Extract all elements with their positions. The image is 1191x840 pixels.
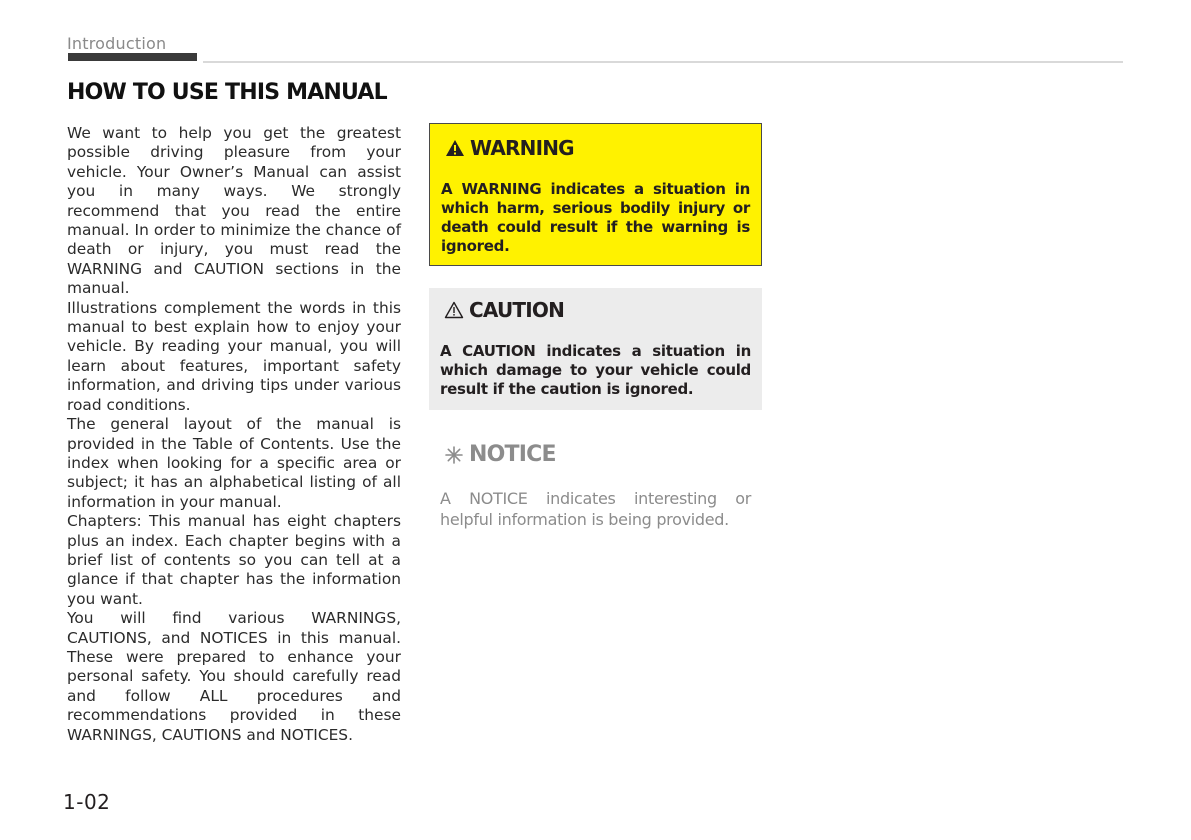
body-paragraph: The general layout of the manual is provided in the Table of Contents. Use the index when looking for a specific area or subject; it has an alphabetical listing of all information in your manual.	[67, 415, 401, 511]
header-rule	[203, 61, 1123, 63]
warning-heading: WARNING	[470, 136, 574, 160]
caution-heading: CAUTION	[469, 298, 565, 322]
warning-heading-row	[445, 136, 574, 160]
notice-text: A NOTICE indicates interesting or helpful information is being provided.	[440, 489, 751, 529]
body-paragraph: Illustrations complement the words in this manual to best explain how to enjoy your vehicle. By reading your manual, you will learn about features, important safety information, and driving tips under various road conditions.	[67, 298, 401, 414]
notice-heading: NOTICE	[469, 442, 556, 467]
warning-triangle-icon	[445, 139, 465, 157]
caution-triangle-icon	[444, 301, 464, 319]
body-paragraph: You will find various WARNINGS, CAUTIONS, and NOTICES in this manual. These were prepared to enhance your personal safety. You should carefully read and follow ALL procedures and recommendations provided in these WARNINGS, CAUTIONS and NOTICES.	[67, 609, 401, 744]
warning-text: A WARNING indicates a situation in which harm, serious bodily injury or death could result if the warning is ignored.	[441, 180, 750, 255]
body-text-column	[67, 124, 401, 745]
asterisk-icon	[444, 445, 464, 465]
page-number: 1-02	[63, 790, 111, 814]
caution-box	[429, 288, 762, 410]
caution-text: A CAUTION indicates a situation in which damage to your vehicle could result if the caution is ignored.	[440, 342, 751, 398]
body-paragraph: We want to help you get the greatest possible driving pleasure from your vehicle. Your Owner’s Manual can assist you in many ways. We strongly recommend that you read the entire manual. In order to minimize the chance of death or injury, you must read the WARNING and CAUTION sections in the manual.	[67, 124, 401, 298]
page-title: HOW TO USE THIS MANUAL	[67, 80, 387, 105]
body-paragraph: Chapters: This manual has eight chapters plus an index. Each chapter begins with a brief list of contents so you can tell at a glance if that chapter has the information you want.	[67, 512, 401, 608]
warning-box	[429, 123, 762, 266]
section-label: Introduction	[67, 34, 167, 53]
notice-heading-row	[444, 442, 556, 467]
section-label-bar	[68, 53, 197, 61]
caution-heading-row	[444, 298, 564, 322]
notice-box	[429, 432, 762, 562]
